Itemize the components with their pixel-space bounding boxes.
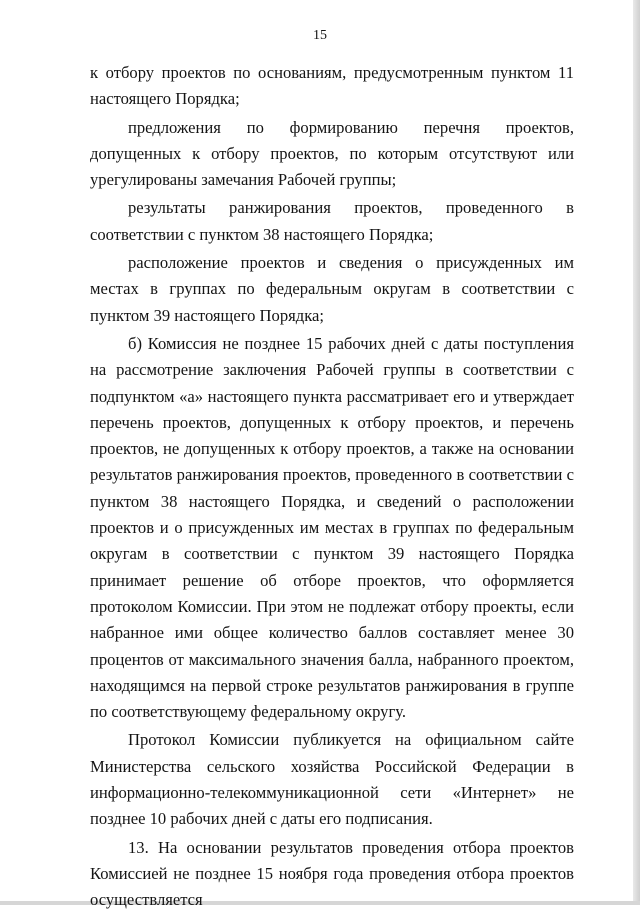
page-edge-shadow	[633, 0, 640, 905]
page-number: 15	[313, 28, 327, 43]
paragraph-proposals: предложения по формированию перечня проектов, допущенных к отбору проектов, по которым отсутствуют или урегулированы замечания Рабочей группы;	[90, 117, 574, 190]
paragraph-section-13: 13. На основании результатов проведения отбора проектов Комиссией не позднее 15 ноября года проведения отбора проектов осуществляется	[90, 837, 574, 910]
paragraph-ranking-results: результаты ранжирования проектов, проведенного в соответствии с пунктом 38 настоящего Порядка;	[90, 198, 574, 244]
paragraph-project-placement: расположение проектов и сведения о присужденных им местах в группах по федеральным округам в соответствии с пунктом 39 настоящего Порядка;	[90, 253, 574, 325]
document-body	[90, 60, 574, 914]
paragraph-commission-decision: б) Комиссия не позднее 15 рабочих дней с даты поступления на рассмотрение заключения Рабочей группы в соответствии с подпунктом «а» настоящего пункта рассматривает его и утверждает перечень проектов, допущенных к отбору проектов, и перечень проектов, не допущенных к отбору проектов, а также на основании результатов ранжирования проектов, проведенного в соответствии с пунктом 38 настоящего Порядка, и сведений о расположении проектов и о присужденных им местах в группах по федеральным округам в соответствии с пунктом 39 настоящего Порядка принимает решение об отборе проектов, что оформляется протоколом Комиссии. При этом не подлежат отбору проекты, если набранное ими общее количество баллов составляет менее 30 процентов от максимального значения балла, набранного проектом, находящимся на первой строке результатов ранжирования в группе по соответствующему федеральному округу.	[90, 333, 574, 722]
paragraph-continuation: к отбору проектов по основаниям, предусмотренным пунктом 11 настоящего Порядка;	[90, 63, 574, 109]
paragraph-protocol-publication: Протокол Комиссии публикуется на официальном сайте Министерства сельского хозяйства Российской Федерации в информационно-телекоммуникационной сети «Интернет» не позднее 10 рабочих дней с даты его подписания.	[90, 730, 574, 829]
